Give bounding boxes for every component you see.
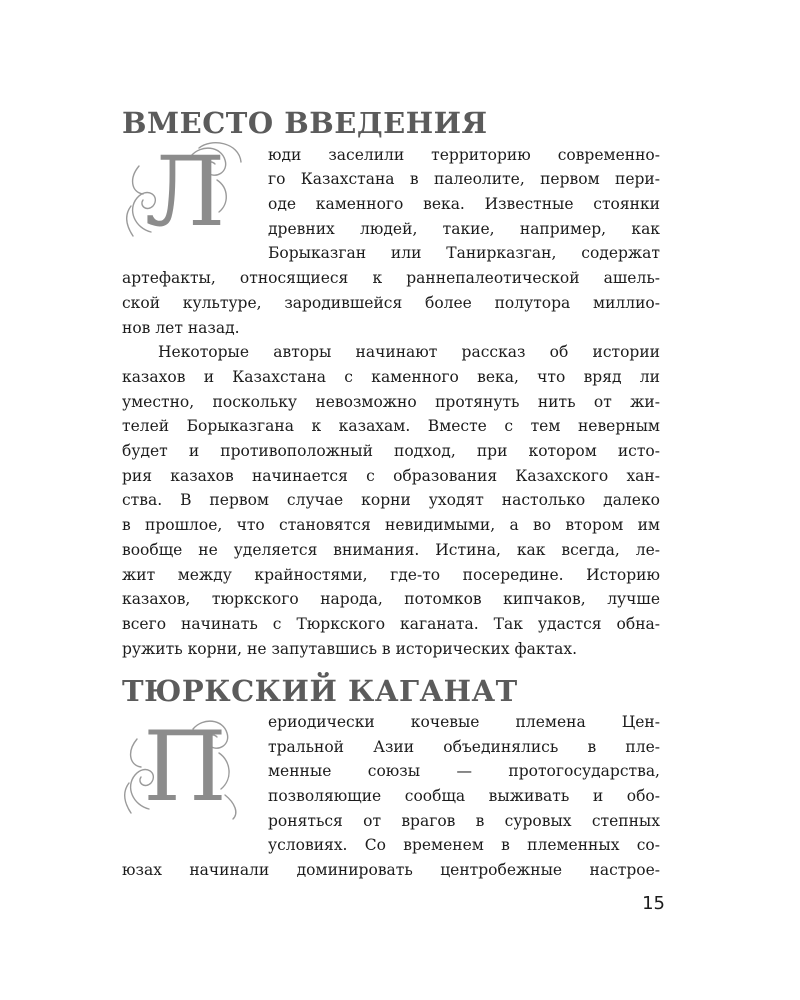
text-line: уместно, поскольку невозможно протянуть нить от жи- bbox=[122, 393, 660, 411]
text-line: будет и противоположный подход, при котором исто- bbox=[122, 442, 660, 460]
text-line: Борыказган или Танирказган, содержат bbox=[268, 244, 660, 262]
text-line: юди заселили территорию современно- bbox=[268, 146, 660, 164]
initial-letter: Л bbox=[144, 136, 226, 248]
decorative-initial-p bbox=[121, 711, 249, 823]
text-line: древних людей, такие, например, как bbox=[268, 220, 660, 238]
text-line: ской культуре, зародившейся более полутора миллио- bbox=[122, 294, 660, 312]
text-line: позволяющие сообща выживать и обо- bbox=[268, 787, 660, 805]
text-line: нов лет назад. bbox=[122, 319, 240, 337]
text-line: вообще не уделяется внимания. Истина, как всегда, ле- bbox=[122, 541, 660, 559]
text-line: телей Борыказгана к казахам. Вместе с тем неверным bbox=[122, 417, 660, 435]
initial-letter: П bbox=[143, 711, 227, 823]
text-line: условиях. Со временем в племенных со- bbox=[268, 836, 660, 854]
text-line: го Казахстана в палеолите, первом пери- bbox=[268, 170, 660, 188]
text-line: роняться от врагов в суровых степных bbox=[268, 812, 660, 830]
text-line: Некоторые авторы начинают рассказ об истории bbox=[158, 343, 660, 361]
text-line: жит между крайностями, где-то посередине. Историю bbox=[122, 566, 660, 584]
section-heading-intro: ВМЕСТО ВВЕДЕНИЯ bbox=[122, 106, 488, 140]
text-line: тральной Азии объединялись в пле- bbox=[268, 738, 660, 756]
text-line: казахов и Казахстана с каменного века, что вряд ли bbox=[122, 368, 660, 386]
text-line: ериодически кочевые племена Цен- bbox=[268, 713, 660, 731]
text-line: всего начинать с Тюркского каганата. Так удастся обна- bbox=[122, 615, 660, 633]
section-heading-turkic-khaganate: ТЮРКСКИЙ КАГАНАТ bbox=[122, 674, 518, 708]
decorative-initial-l bbox=[121, 136, 249, 248]
text-line: менные союзы — протогосударства, bbox=[268, 762, 660, 780]
text-line: юзах начинали доминировать центробежные настрое- bbox=[122, 861, 660, 879]
text-line: ружить корни, не запутавшись в исторических фактах. bbox=[122, 640, 578, 658]
text-line: ства. В первом случае корни уходят настолько далеко bbox=[122, 491, 660, 509]
text-line: казахов, тюркского народа, потомков кипчаков, лучше bbox=[122, 590, 660, 608]
text-line: в прошлое, что становятся невидимыми, а во втором им bbox=[122, 516, 660, 534]
page-number: 15 bbox=[642, 893, 665, 914]
text-line: артефакты, относящиеся к раннепалеотической ашель- bbox=[122, 269, 660, 287]
text-line: рия казахов начинается с образования Казахского хан- bbox=[122, 467, 660, 485]
text-line: оде каменного века. Известные стоянки bbox=[268, 195, 660, 213]
